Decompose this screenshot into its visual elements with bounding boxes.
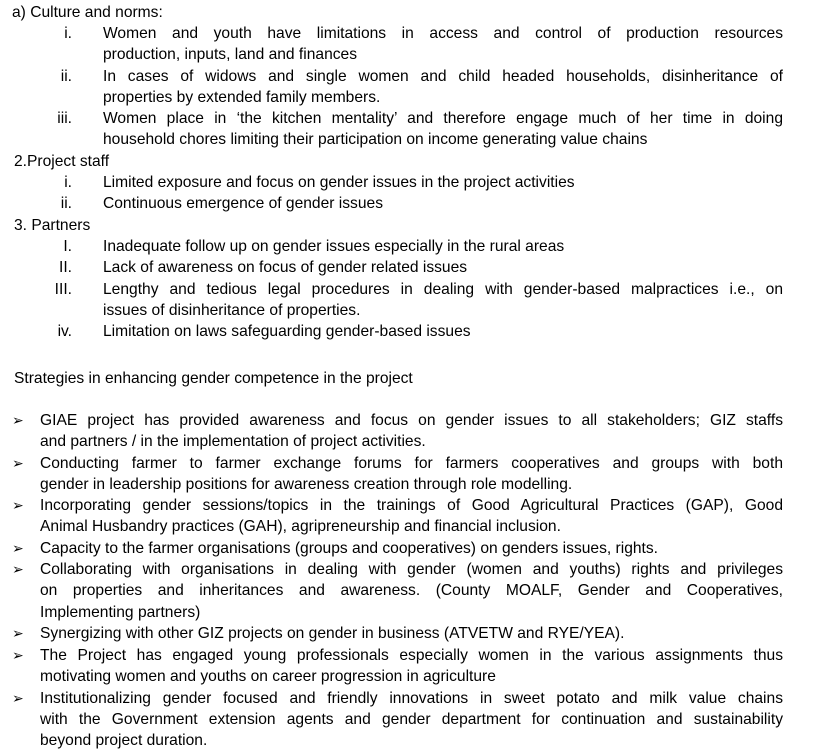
arrow-bullet-icon: ➢	[12, 625, 24, 641]
arrow-bullet-icon: ➢	[12, 497, 24, 513]
list-item-line: properties by extended family members.	[103, 89, 381, 106]
bullet-item-line: Implementing partners)	[40, 604, 201, 621]
section-heading-culture: a) Culture and norms:	[12, 4, 163, 21]
list-marker: i.	[64, 25, 72, 42]
list-item-line: Limited exposure and focus on gender issues in the project activities	[103, 174, 575, 191]
arrow-bullet-icon: ➢	[12, 647, 24, 663]
list-item-line: Women and youth have limitations in access and control of production resources	[103, 25, 783, 42]
list-item-line: household chores limiting their participation on income generating value chains	[103, 131, 648, 148]
section-heading-partners: 3. Partners	[14, 217, 91, 234]
bullet-item-line: Incorporating gender sessions/topics in the trainings of Good Agricultural Practices (GAP), Good	[40, 497, 783, 514]
list-item-line: Continuous emergence of gender issues	[103, 195, 383, 212]
list-marker: ii.	[60, 195, 72, 212]
bullet-item-line: beyond project duration.	[40, 732, 208, 749]
list-marker: i.	[64, 174, 72, 191]
bullet-item-line: GIAE project has provided awareness and focus on gender issues to all stakeholders; GIZ staffs	[40, 412, 783, 429]
strategies-heading: Strategies in enhancing gender competence in the project	[14, 370, 413, 387]
list-item-line: In cases of widows and single women and child headed households, disinheritance of	[103, 68, 783, 85]
bullet-item-line: gender in leadership positions for awareness creation through role modelling.	[40, 476, 573, 493]
arrow-bullet-icon: ➢	[12, 455, 24, 471]
list-item-line: production, inputs, land and finances	[103, 46, 358, 63]
bullet-item-line: Collaborating with organisations in dealing with gender (women and youths) rights and privileges	[40, 561, 783, 578]
bullet-item-line: on properties and inheritances and awareness. (County MOALF, Gender and Cooperatives,	[40, 582, 783, 599]
list-marker: II.	[59, 259, 72, 276]
bullet-item-line: Conducting farmer to farmer exchange forums for farmers cooperatives and groups with both	[40, 455, 783, 472]
section-heading-project-staff: 2.Project staff	[14, 153, 110, 170]
list-item-line: Lengthy and tedious legal procedures in dealing with gender-based malpractices i.e., on	[103, 281, 783, 298]
arrow-bullet-icon: ➢	[12, 690, 24, 706]
bullet-item-line: and partners / in the implementation of project activities.	[40, 433, 426, 450]
bullet-item-line: Synergizing with other GIZ projects on gender in business (ATVETW and RYE/YEA).	[40, 625, 625, 642]
list-marker: iii.	[57, 110, 72, 127]
list-marker: iv.	[57, 323, 72, 340]
list-marker: III.	[54, 281, 72, 298]
bullet-item-line: motivating women and youths on career progression in agriculture	[40, 668, 496, 685]
bullet-item-line: Animal Husbandry practices (GAH), agripreneurship and financial inclusion.	[40, 518, 561, 535]
bullet-item-line: Institutionalizing gender focused and friendly innovations in sweet potato and milk value chains	[40, 690, 783, 707]
arrow-bullet-icon: ➢	[12, 412, 24, 428]
list-item-line: issues of disinheritance of properties.	[103, 302, 361, 319]
arrow-bullet-icon: ➢	[12, 561, 24, 577]
list-item-line: Women place in ‘the kitchen mentality’ and therefore engage much of her time in doing	[103, 110, 783, 127]
list-item-line: Limitation on laws safeguarding gender-based issues	[103, 323, 471, 340]
bullet-item-line: with the Government extension agents and gender department for continuation and sustainability	[40, 711, 783, 728]
arrow-bullet-icon: ➢	[12, 540, 24, 556]
list-marker: I.	[63, 238, 72, 255]
bullet-item-line: Capacity to the farmer organisations (groups and cooperatives) on genders issues, rights.	[40, 540, 659, 557]
list-item-line: Inadequate follow up on gender issues especially in the rural areas	[103, 238, 565, 255]
list-marker: ii.	[60, 68, 72, 85]
list-item-line: Lack of awareness on focus of gender related issues	[103, 259, 468, 276]
bullet-item-line: The Project has engaged young professionals especially women in the various assignments thus	[40, 647, 783, 664]
